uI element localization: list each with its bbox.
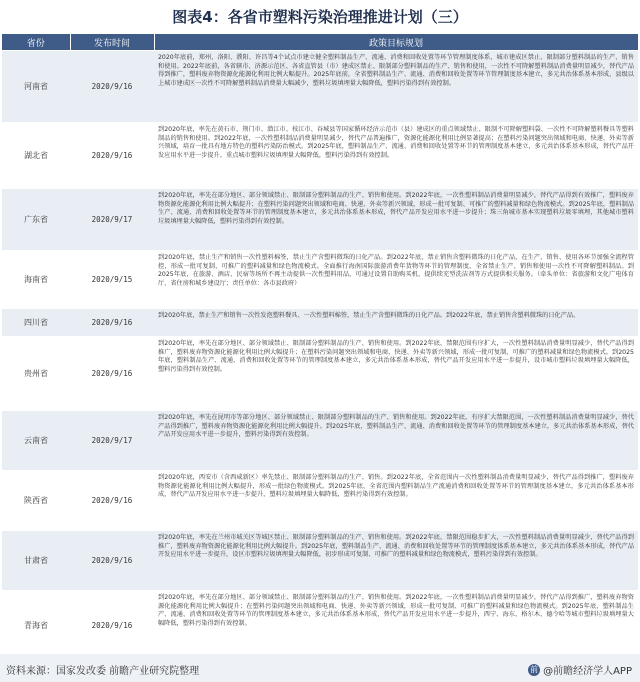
table-row	[2, 309, 638, 337]
policy-text-cell: 到2020年底，率先在部分地区、部分领域禁止、限制部分塑料制品的生产、销售和使用。到2022年底，禁限范围有序扩大，一次性塑料制品消费量明显减少，替代产品得到推广，塑料废弃物资源化能源化利用比例大幅提升；在塑料污染问题突出领域和电商、快递、外卖等新兴领域，形成一批可复制、可推广的塑料减量和绿色物流模式。到2025年底，塑料制品生产、流通、消费和回收处置等环节的管理制度基本建立，多元共治体系基本形成，替代产品开发应用水平进一步提升，设市城市塑料垃圾填埋量大幅降低，塑料污染得到有效控制。	[154, 337, 638, 411]
policy-text-cell: 2020年底前，郑州、洛阳、濮阳、许昌等4个试点市建立健全塑料制品生产、流通、消费和回收处置等环节管理制度体系，城市建成区禁止、限制部分塑料制品的生产、销售和使用。2022年底前，各省辖市、济源示范区、各省直管县（市）建成区禁止、限制部分塑料制品的生产、销售和使用，一次性不可降解塑料制品消费量明显减少，替代产品得到推广，塑料废弃物资源化能源化利用比例大幅提升。2025年底前，全省塑料制品生产、流通、消费和回收处置等环节管理制度基本建立，多元共治体系基本形成，县级以上城市建成区一次性不可降解塑料制品消费量大幅减少，塑料垃圾填埋量大幅降低，塑料污染得到有效控制。	[154, 51, 638, 123]
header-province: 省份	[2, 34, 70, 51]
date-cell: 2020/9/16	[70, 123, 154, 189]
table-row	[2, 591, 638, 661]
table-row	[2, 411, 638, 471]
header-date: 发布时间	[70, 34, 154, 51]
policy-text-cell: 到2020年底，率先在部分地区、部分领域禁止、限制部分塑料制品的生产、销售和使用。到2022年底，一次性塑料制品消费量明显减少，替代产品得到有效推广，塑料废弃物资源化能源化利用比例大幅提升；在塑料污染问题突出领域和电商、快递、外卖等新兴领域，形成一批可复制、可推广的塑料减量和绿色物流模式。到2025年底，塑料制品生产、流通、消费和回收处置等环节的管理制度基本建立，多元共治体系基本形成，替代产品开发应用水平进一步提升；珠三角城市基本实现塑料垃圾零填埋，其他城市塑料垃圾填埋量大幅降低，塑料污染得到有效控制。	[154, 189, 638, 251]
date-cell: 2020/9/17	[70, 411, 154, 471]
policy-text-cell: 到2020年底，禁止生产和销售一次性发泡塑料餐具、一次性塑料棉签，禁止生产含塑料微珠的日化产品。到2022年底，禁止销售含塑料微珠的日化产品。	[154, 309, 638, 337]
policy-text-cell: 到2020年底，率先在黄石市、荆门市、潜江市、枝江市、谷城县等国家循环经济示范市（县）建成区的重点领域禁止、限制不可降解塑料袋、一次性不可降解塑料餐具等塑料制品的销售和使用。到2022年底，一次性塑料制品消费量明显减少，替代产品普遍推广，资源化能源化利用比例显著提高；在塑料污染问题突出领域和电商、快递、外卖等新兴领域，培育一批具有地方特色的塑料污染防治模式。到2025年底，塑料制品生产、流通、消费和回收处置等环节的管理制度基本建立，多元共治体系基本形成，替代产品开发应用水平进一步提升，重点城市塑料垃圾填埋量大幅降低，塑料污染得到有效控制。	[154, 123, 638, 189]
table-header	[2, 34, 638, 51]
table-row	[2, 123, 638, 189]
policy-text-cell: 到2020年底，率先在部分地区、部分领域禁止、限制部分塑料制品的生产、销售和使用。到2022年底，一次性塑料制品消费量明显减少，替代产品得到推广，塑料废弃物资源化能源化利用比例大幅提升；在塑料污染问题突出领域和电商、快递、外卖等新兴领域，形成一批可复制、可推广的塑料减量和绿色物流模式。到2025年底，塑料制品生产、流通、消费和回收处置等环节的管理制度基本建立，多元共治体系基本形成，替代产品开发应用水平进一步提升，西宁、海东、格尔木、德令哈等城市塑料垃圾填埋量大幅降低，塑料污染得到有效控制。	[154, 591, 638, 661]
province-cell: 湖北省	[2, 123, 70, 189]
policy-text-cell: 到2020年底，率先在兰州市城关区等城区禁止、限制部分塑料制品的生产、销售和使用。到2022年底，禁限范围稳步扩大，一次性塑料制品消费量明显减少，替代产品得到推广，塑料废弃物资源化能源化利用比例大幅提升。到2025年底，塑料制品生产、流通、消费和回收处置等环节的管理制度体系基本建立，多元共治体系基本形成，替代产品开发应用水平进一步提升，设区市塑料垃圾填埋量大幅降低，初步形成可复制、可推广的塑料减量和绿色物流模式，塑料污染得到有效控制。	[154, 531, 638, 591]
table-row	[2, 337, 638, 411]
province-cell: 甘肃省	[2, 531, 70, 591]
province-cell: 贵州省	[2, 337, 70, 411]
province-cell: 青海省	[2, 591, 70, 661]
province-cell: 陕西省	[2, 471, 70, 531]
province-cell: 云南省	[2, 411, 70, 471]
policy-text-cell: 到2020年底，西安市（含西咸新区）率先禁止、限制部分塑料制品的生产、销售。到2022年底，全省范围内一次性塑料制品消费量明显减少，替代产品得到推广，塑料废弃物资源化能源化利用比例大幅提升，形成一批绿色物流模式。到2025年底，全省范围内塑料制品生产流通消费和回收处置等环节的管理制度基本建立，多元共治体系基本形成，替代产品开发应用水平进一步提升，塑料垃圾填埋量大幅降低，塑料污染得到有效控制。	[154, 471, 638, 531]
table-row	[2, 251, 638, 309]
province-cell: 海南省	[2, 251, 70, 309]
table-row	[2, 189, 638, 251]
table-row	[2, 51, 638, 123]
brand	[528, 662, 632, 677]
province-cell: 四川省	[2, 309, 70, 337]
header-policy: 政策目标规划	[154, 34, 638, 51]
policy-text-cell: 到2020年底，禁止生产和销售一次性塑料棉签，禁止生产含塑料微珠的日化产品。到2022年底，禁止销售含塑料微珠的日化产品，在生产、销售、使用各环节加强全流程管控，形成一批可复制、可推广的塑料减量和绿色物流模式。全面推行海南国际旅游消费年货物等环节的管理制度，全省禁止生产、销售和使用一次性不可降解塑料制品。到2025年底，在旅游、酒店、民宿等场所不再主动提供一次性塑料用品，可通过设置自助购买机、提供续充型洗洁剂等方式提供相关服务。（牵头单位：省旅游和文化广电体育厅、省住房和城乡建设厅；责任单位：各市县政府）	[154, 251, 638, 309]
table-row	[2, 471, 638, 531]
date-cell: 2020/9/16	[70, 51, 154, 123]
date-cell: 2020/9/16	[70, 471, 154, 531]
date-cell: 2020/9/15	[70, 251, 154, 309]
date-cell: 2020/9/16	[70, 309, 154, 337]
province-cell: 河南省	[2, 51, 70, 123]
province-cell: 广东省	[2, 189, 70, 251]
date-cell: 2020/9/17	[70, 189, 154, 251]
date-cell: 2020/9/16	[70, 591, 154, 661]
table-body	[2, 51, 638, 661]
table-row	[2, 531, 638, 591]
policy-text-cell: 到2020年底，率先在昆明市等部分地区、部分领域禁止、限制部分塑料制品的生产、销售和使用。到2022年底，有序扩大禁限范围，一次性塑料制品消费量明显减少，替代产品得到推广，塑料废弃物资源化能源化利用比例大幅提升。到2025年底，塑料制品生产、流通、消费和回收处置等环节的管理制度基本建立，多元共治体系基本形成，替代产品开发应用水平进一步提升，塑料污染得到有效控制。	[154, 411, 638, 471]
date-cell: 2020/9/16	[70, 531, 154, 591]
date-cell: 2020/9/16	[70, 337, 154, 411]
brand-logo-icon: 前	[530, 664, 539, 674]
page-title: 图表4：各省市塑料污染治理推进计划（三）	[172, 8, 468, 26]
policy-table	[2, 34, 639, 661]
source-note: 资料来源：国家发改委 前瞻产业研究院整理	[6, 666, 200, 677]
footer	[0, 654, 640, 682]
brand-label: @前瞻经济学人APP	[543, 666, 632, 677]
